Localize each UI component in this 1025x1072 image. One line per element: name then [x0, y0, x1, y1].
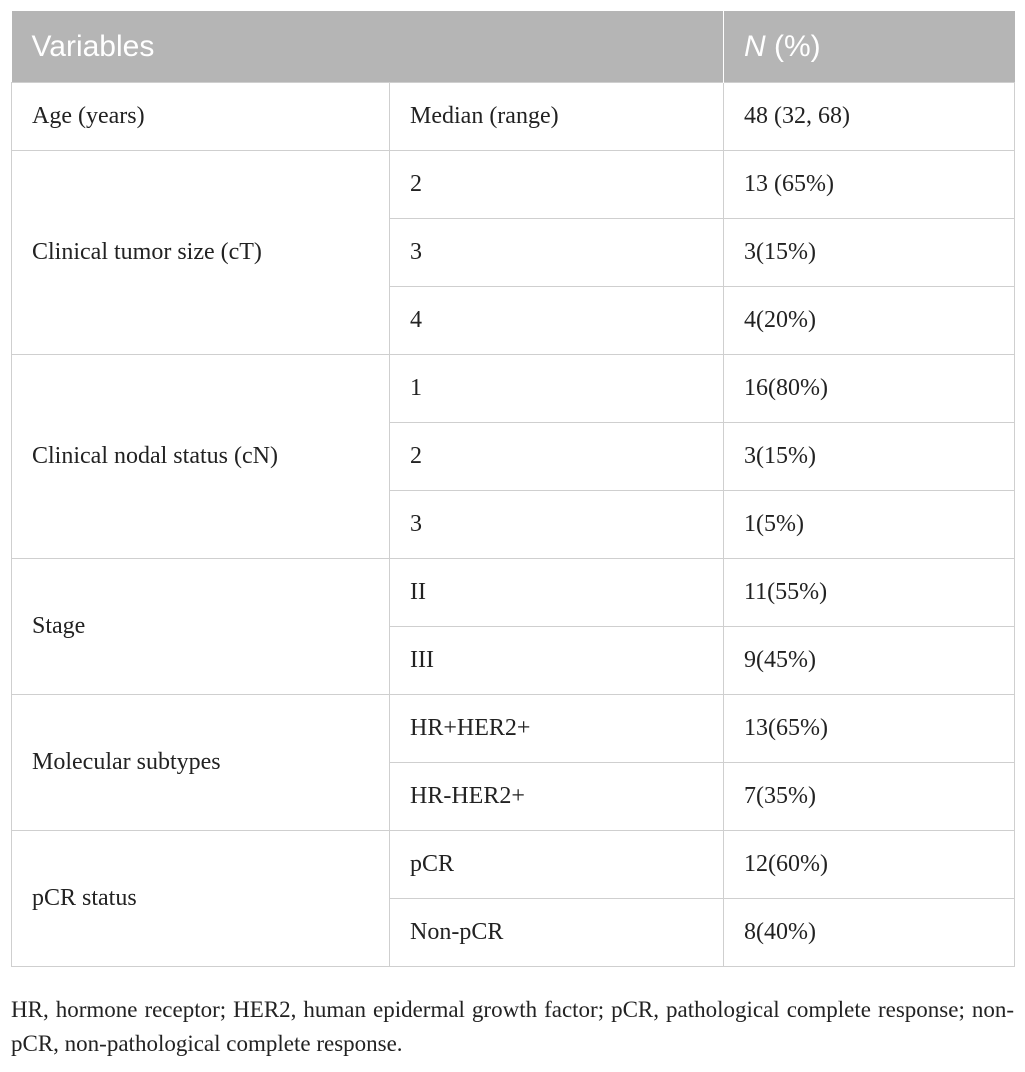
header-n: N [744, 29, 766, 63]
header-percent: (%) [765, 29, 821, 63]
variable-cell: Molecular subtypes [12, 695, 390, 831]
category-cell: 2 [390, 151, 724, 219]
value-cell: 16(80%) [724, 355, 1015, 423]
category-cell: HR+HER2+ [390, 695, 724, 763]
value-cell: 13(65%) [724, 695, 1015, 763]
category-cell: 3 [390, 491, 724, 559]
table-row [12, 559, 1015, 627]
value-cell: 9(45%) [724, 627, 1015, 695]
value-cell: 3(15%) [724, 219, 1015, 287]
characteristics-table-container [11, 11, 1014, 967]
variable-cell: pCR status [12, 831, 390, 967]
table-row [12, 695, 1015, 763]
category-cell: II [390, 559, 724, 627]
value-cell: 8(40%) [724, 899, 1015, 967]
category-cell: HR-HER2+ [390, 763, 724, 831]
value-cell: 48 (32, 68) [724, 83, 1015, 151]
table-row [12, 83, 1015, 151]
variable-cell: Clinical nodal status (cN) [12, 355, 390, 559]
header-row [12, 11, 1015, 83]
category-cell: Non-pCR [390, 899, 724, 967]
variable-cell: Clinical tumor size (cT) [12, 151, 390, 355]
category-cell: 2 [390, 423, 724, 491]
value-cell: 4(20%) [724, 287, 1015, 355]
category-cell: pCR [390, 831, 724, 899]
characteristics-table [11, 11, 1015, 967]
table-footnote: HR, hormone receptor; HER2, human epidermal growth factor; pCR, pathological complete response; non-pCR, non-pathological complete response. [11, 997, 1014, 1056]
category-cell: Median (range) [390, 83, 724, 151]
header-variables: Variables [12, 11, 724, 83]
value-cell: 1(5%) [724, 491, 1015, 559]
value-cell: 13 (65%) [724, 151, 1015, 219]
value-cell: 12(60%) [724, 831, 1015, 899]
value-cell: 11(55%) [724, 559, 1015, 627]
table-row [12, 355, 1015, 423]
category-cell: 1 [390, 355, 724, 423]
variable-cell: Stage [12, 559, 390, 695]
table-row [12, 831, 1015, 899]
value-cell: 3(15%) [724, 423, 1015, 491]
header-n-percent [724, 11, 1015, 83]
variable-cell: Age (years) [12, 83, 390, 151]
category-cell: 3 [390, 219, 724, 287]
category-cell: 4 [390, 287, 724, 355]
table-row [12, 151, 1015, 219]
value-cell: 7(35%) [724, 763, 1015, 831]
category-cell: III [390, 627, 724, 695]
